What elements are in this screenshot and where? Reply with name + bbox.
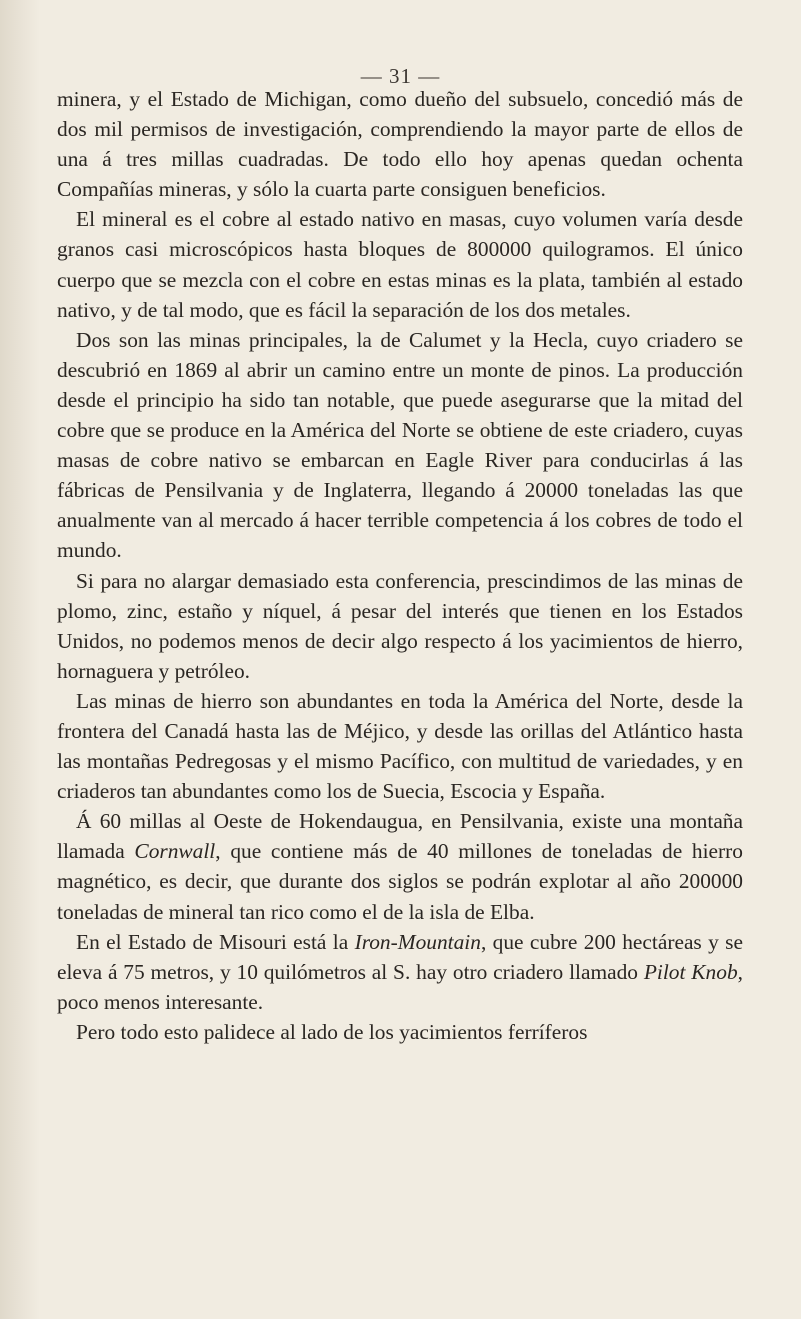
paragraph-4: Si para no alargar demasiado esta conferencia, prescindimos de las minas de plomo, zinc, estaño y níquel, á pesar del interés que tienen en los Estados Unidos, no podemos menos de decir algo respecto á los yacimientos de hierro, hornaguera y petróleo. [57,568,743,683]
paragraph-6: Á 60 millas al Oeste de Hokendaugua, en Pensilvania, existe una montaña llamada Cornwall, que contiene más de 40 millones de toneladas de hierro magnético, es decir, que durante dos siglos se podrán explotar al año 200000 toneladas de mineral tan rico como el de la isla de Elba. [57,809,743,924]
italic-term-pilot-knob: Pilot Knob [643,959,738,984]
italic-term-iron-mountain: Iron-Mountain [354,929,481,954]
paragraph-3: Dos son las minas principales, la de Calumet y la Hecla, cuyo criadero se descubrió en 1869 al abrir un camino entre un monte de pinos. La producción desde el principio ha sido tan notable, que puede asegurarse que la mitad del cobre que se produce en la América del Norte se obtiene de este criadero, cuyas masas de cobre nativo se embarcan en Eagle River para conducirlas á las fábricas de Pensilvania y de Inglaterra, llegando á 20000 toneladas las que anualmente van al mercado á hacer terrible competencia á los cobres de todo el mundo. [57,327,743,563]
paragraph-8: Pero todo esto palidece al lado de los yacimientos ferríferos [76,1019,588,1044]
paragraph-2: El mineral es el cobre al estado nativo en masas, cuyo volumen varía desde granos casi microscópicos hasta bloques de 800000 quilogramos. El único cuerpo que se mezcla con el cobre en estas minas es la plata, también al estado nativo, y de tal modo, que es fácil la separación de los dos metales. [57,207,743,322]
body-text [57,84,743,1047]
paragraph-1: minera, y el Estado de Michigan, como dueño del subsuelo, concedió más de dos mil permisos de investigación, comprendiendo la mayor parte de ellos de una á tres millas cuadradas. De todo ello hoy apenas quedan ochenta Compañías mineras, y sólo la cuarta parte consiguen beneficios. [57,87,743,202]
paragraph-5: Las minas de hierro son abundantes en toda la América del Norte, desde la frontera del Canadá hasta las de Méjico, y desde las orillas del Atlántico hasta las montañas Pedregosas y el mismo Pacífico, con multitud de variedades, y en criaderos tan abundantes como los de Suecia, Escocia y España. [57,688,743,804]
paragraph-7: En el Estado de Misouri está la Iron-Mountain, que cubre 200 hectáreas y se eleva á 75 metros, y 10 quilómetros al S. hay otro criadero llamado Pilot Knob, poco menos interesante. [57,929,743,1014]
page-number: — 31 — [360,64,441,88]
italic-term-cornwall: Cornwall [134,839,216,864]
